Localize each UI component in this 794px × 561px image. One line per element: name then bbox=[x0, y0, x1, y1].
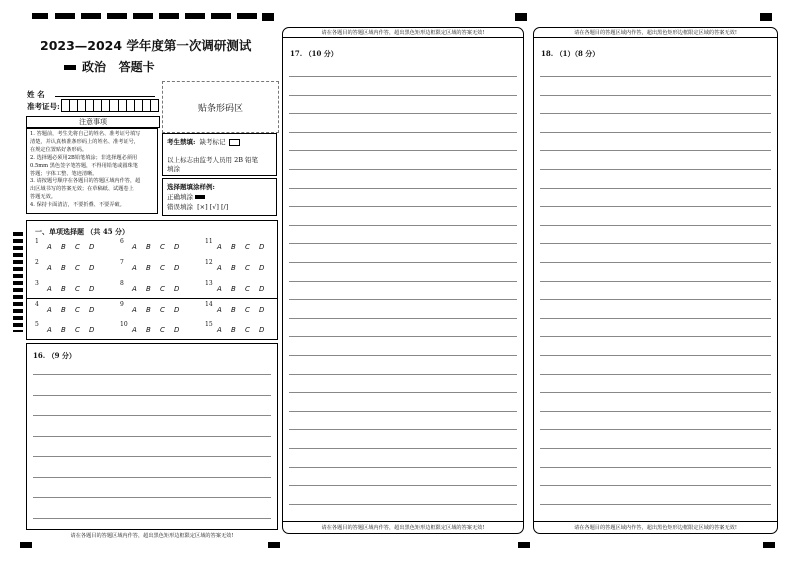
notice-line: 3. 请按题号顺序在各题目的答题区域内作答，超 bbox=[30, 178, 141, 185]
mcq-option-bubble[interactable]: A bbox=[217, 285, 222, 293]
absent-note: 以上标志由监考人员用 2B 铅笔 bbox=[167, 156, 259, 164]
mcq-question-number: 13 bbox=[205, 280, 213, 287]
mcq-option-bubble[interactable]: D bbox=[259, 326, 265, 334]
timing-mark bbox=[55, 13, 75, 19]
id-label: 准考证号: bbox=[27, 102, 60, 111]
panel-divider bbox=[534, 521, 777, 522]
answer-area-warning: 请在各题目的答题区域内作答，超出黑色矩形边框限定区域的答案无效! bbox=[321, 30, 485, 36]
answer-line bbox=[33, 518, 271, 519]
subject-name: 政治 bbox=[82, 60, 107, 74]
answer-line bbox=[289, 188, 517, 189]
mcq-options bbox=[217, 264, 273, 272]
answer-line bbox=[540, 336, 771, 337]
mcq-option-bubble[interactable]: D bbox=[89, 264, 95, 272]
timing-mark bbox=[20, 542, 32, 548]
answer-line bbox=[540, 188, 771, 189]
timing-mark bbox=[237, 13, 257, 19]
timing-mark bbox=[760, 13, 772, 21]
fill-example-title: 选择题填涂样例: bbox=[167, 183, 215, 191]
answer-line bbox=[540, 448, 771, 449]
answer-line bbox=[289, 76, 517, 77]
mcq-question-number: 1 bbox=[35, 238, 39, 245]
mcq-option-bubble[interactable]: D bbox=[174, 306, 180, 314]
barcode-area bbox=[162, 81, 279, 133]
mcq-question-number: 7 bbox=[120, 259, 124, 266]
notice-line: 4. 保持卡面清洁，不要折叠、不要弄破。 bbox=[30, 202, 125, 209]
answer-line bbox=[540, 374, 771, 375]
mcq-option-bubble[interactable]: B bbox=[146, 306, 151, 314]
absent-label: 考生禁填: bbox=[167, 138, 196, 146]
mcq-option-bubble[interactable]: D bbox=[174, 264, 180, 272]
answer-line bbox=[289, 485, 517, 486]
mcq-question-number: 14 bbox=[205, 301, 213, 308]
mcq-option-bubble[interactable]: B bbox=[231, 264, 236, 272]
answer-line bbox=[540, 206, 771, 207]
notice-line: 在规定位置贴好条形码。 bbox=[30, 146, 88, 153]
mcq-option-bubble[interactable]: B bbox=[231, 306, 236, 314]
question-17-label: 17. （10 分） bbox=[290, 49, 338, 58]
mcq-question-number: 9 bbox=[120, 301, 124, 308]
answer-line bbox=[33, 395, 271, 396]
mcq-option-bubble[interactable]: D bbox=[89, 243, 95, 251]
mcq-options bbox=[132, 264, 188, 272]
answer-area-warning: 请在各题目的答题区域内作答，超出黑色矩形边框限定区域的答案无效! bbox=[574, 525, 737, 531]
answer-line bbox=[289, 374, 517, 375]
mcq-option-bubble[interactable]: D bbox=[259, 285, 265, 293]
mcq-options bbox=[217, 243, 273, 251]
mcq-option-bubble[interactable]: A bbox=[217, 264, 222, 272]
mcq-option-bubble[interactable]: B bbox=[61, 326, 66, 334]
answer-line bbox=[33, 415, 271, 416]
panel-divider bbox=[534, 37, 777, 38]
answer-line bbox=[540, 355, 771, 356]
mcq-option-bubble[interactable]: A bbox=[217, 306, 222, 314]
answer-line bbox=[33, 456, 271, 457]
mcq-option-bubble[interactable]: A bbox=[132, 306, 137, 314]
mcq-option-bubble[interactable]: D bbox=[174, 326, 180, 334]
mcq-option-bubble[interactable]: D bbox=[174, 243, 180, 251]
answer-line bbox=[540, 95, 771, 96]
barcode-label: 贴条形码区 bbox=[197, 103, 243, 114]
mcq-option-bubble[interactable]: B bbox=[61, 285, 66, 293]
mcq-question-number: 12 bbox=[205, 259, 213, 266]
answer-line bbox=[289, 336, 517, 337]
mcq-option-bubble[interactable]: C bbox=[160, 306, 165, 314]
mcq-option-bubble[interactable]: C bbox=[75, 326, 80, 334]
mcq-option-bubble[interactable]: A bbox=[217, 243, 222, 251]
notice-line: 答题；字体工整、笔迹清晰。 bbox=[30, 170, 98, 177]
answer-line bbox=[289, 392, 517, 393]
mcq-option-bubble[interactable]: D bbox=[89, 285, 95, 293]
mcq-option-bubble[interactable]: B bbox=[146, 264, 151, 272]
notice-line: 0.5mm 黑色签字笔答题，不得用铅笔或圆珠笔 bbox=[30, 162, 138, 169]
correct-fill-label: 正确填涂 bbox=[167, 193, 193, 201]
notice-line: 出区域书写的答案无效；在草稿纸、试题卷上 bbox=[30, 186, 134, 193]
mcq-question-number: 2 bbox=[35, 259, 39, 266]
answer-line bbox=[33, 374, 271, 375]
question-17-panel[interactable] bbox=[282, 27, 524, 534]
answer-line bbox=[289, 299, 517, 300]
answer-area-warning: 请在各题目的答题区域内作答，超出黑色矩形边框限定区域的答案无效! bbox=[321, 525, 485, 531]
mcq-option-bubble[interactable]: C bbox=[160, 264, 165, 272]
answer-line bbox=[289, 225, 517, 226]
answer-line bbox=[540, 113, 771, 114]
mcq-option-bubble[interactable]: D bbox=[259, 306, 265, 314]
mcq-option-bubble[interactable]: A bbox=[132, 243, 137, 251]
answer-line bbox=[540, 318, 771, 319]
mcq-options bbox=[47, 264, 103, 272]
answer-line bbox=[540, 429, 771, 430]
answer-line bbox=[540, 76, 771, 77]
mcq-option-bubble[interactable]: A bbox=[132, 285, 137, 293]
answer-line bbox=[289, 429, 517, 430]
mcq-option-bubble[interactable]: C bbox=[245, 326, 250, 334]
mcq-title: 一、单项选择题 （共 45 分） bbox=[35, 227, 130, 236]
answer-line bbox=[540, 150, 771, 151]
mcq-option-bubble[interactable]: A bbox=[217, 326, 222, 334]
mcq-option-bubble[interactable]: B bbox=[231, 285, 236, 293]
answer-line bbox=[540, 504, 771, 505]
mcq-option-bubble[interactable]: B bbox=[61, 264, 66, 272]
mcq-option-bubble[interactable]: C bbox=[245, 285, 250, 293]
answer-line bbox=[289, 448, 517, 449]
mcq-option-bubble[interactable]: A bbox=[132, 264, 137, 272]
timing-mark bbox=[81, 13, 101, 19]
answer-line bbox=[289, 318, 517, 319]
answer-line bbox=[33, 497, 271, 498]
mcq-option-bubble[interactable]: A bbox=[47, 285, 52, 293]
mcq-option-bubble[interactable]: D bbox=[259, 264, 265, 272]
mcq-option-bubble[interactable]: C bbox=[160, 326, 165, 334]
answer-line bbox=[540, 225, 771, 226]
mcq-options bbox=[47, 306, 103, 314]
answer-line bbox=[289, 411, 517, 412]
mcq-option-bubble[interactable]: C bbox=[245, 243, 250, 251]
mcq-option-bubble[interactable]: C bbox=[160, 285, 165, 293]
subject-marker bbox=[64, 65, 76, 70]
timing-mark bbox=[268, 542, 280, 548]
mcq-option-bubble[interactable]: A bbox=[47, 326, 52, 334]
mcq-options bbox=[132, 326, 188, 334]
mcq-options bbox=[132, 243, 188, 251]
correct-fill-sample bbox=[195, 195, 205, 199]
absent-mark-text: 缺考标记 bbox=[199, 138, 226, 146]
answer-line bbox=[540, 392, 771, 393]
notice-line: 1. 答题前，考生先将自己的姓名、准考证号填写 bbox=[30, 131, 141, 137]
timing-mark bbox=[262, 13, 274, 21]
subject-title bbox=[64, 58, 155, 75]
mcq-question-number: 6 bbox=[120, 238, 124, 245]
answer-line bbox=[540, 281, 771, 282]
mcq-options bbox=[47, 285, 103, 293]
answer-line bbox=[289, 132, 517, 133]
answer-line bbox=[540, 169, 771, 170]
mcq-option-bubble[interactable]: B bbox=[146, 285, 151, 293]
mcq-options bbox=[132, 285, 188, 293]
mcq-option-bubble[interactable]: A bbox=[47, 264, 52, 272]
notice-line: 清楚，并认真核准条形码上的姓名、准考证号， bbox=[30, 138, 139, 145]
mcq-question-number: 8 bbox=[120, 280, 124, 287]
mcq-option-bubble[interactable]: B bbox=[231, 243, 236, 251]
mcq-section bbox=[26, 220, 278, 340]
answer-area-warning: 请在各题目的答题区域内作答，超出黑色矩形边框限定区域的答案无效! bbox=[574, 30, 737, 36]
mcq-question-number: 5 bbox=[35, 321, 39, 328]
answer-line bbox=[33, 477, 271, 478]
mcq-option-bubble[interactable]: B bbox=[146, 326, 151, 334]
name-field[interactable] bbox=[55, 96, 155, 97]
exam-id-field[interactable] bbox=[61, 99, 159, 112]
answer-line bbox=[289, 355, 517, 356]
timing-mark bbox=[133, 13, 153, 19]
mcq-option-bubble[interactable]: C bbox=[75, 285, 80, 293]
timing-mark bbox=[763, 542, 775, 548]
mcq-option-bubble[interactable]: C bbox=[160, 243, 165, 251]
timing-mark bbox=[518, 542, 530, 548]
mcq-options bbox=[217, 285, 273, 293]
answer-area-warning: 请在各题目的答题区域内作答，超出黑色矩形边框限定区域的答案无效! bbox=[70, 533, 234, 539]
panel-divider bbox=[283, 521, 523, 522]
card-name: 答题卡 bbox=[118, 60, 155, 74]
mcq-question-number: 3 bbox=[35, 280, 39, 287]
answer-line bbox=[540, 411, 771, 412]
question-18-panel[interactable] bbox=[533, 27, 778, 534]
mcq-option-bubble[interactable]: B bbox=[146, 243, 151, 251]
notice-title: 注意事项 bbox=[26, 116, 160, 128]
mcq-options bbox=[217, 306, 273, 314]
mcq-divider bbox=[27, 298, 277, 299]
answer-line bbox=[289, 206, 517, 207]
answer-line bbox=[540, 485, 771, 486]
mcq-options bbox=[47, 326, 103, 334]
mcq-option-bubble[interactable]: C bbox=[75, 243, 80, 251]
timing-mark bbox=[515, 13, 527, 21]
mcq-option-bubble[interactable]: D bbox=[174, 285, 180, 293]
mcq-question-number: 4 bbox=[35, 301, 39, 308]
mcq-options bbox=[47, 243, 103, 251]
answer-line bbox=[289, 262, 517, 263]
mcq-option-bubble[interactable]: B bbox=[61, 306, 66, 314]
answer-line bbox=[289, 467, 517, 468]
timing-mark bbox=[211, 13, 231, 19]
question-16-label: 16. （9 分） bbox=[33, 351, 76, 360]
notice-body bbox=[26, 128, 158, 214]
answer-line bbox=[540, 467, 771, 468]
mcq-question-number: 10 bbox=[120, 321, 128, 328]
page-title: 2023—2024 学年度第一次调研测试 bbox=[40, 38, 252, 53]
side-timing-track bbox=[13, 232, 23, 332]
absent-mark-box bbox=[162, 133, 277, 176]
timing-mark bbox=[159, 13, 179, 19]
absent-note-2: 填涂 bbox=[167, 165, 180, 173]
mcq-option-bubble[interactable]: B bbox=[61, 243, 66, 251]
absent-checkbox[interactable] bbox=[229, 139, 240, 146]
fill-example-box bbox=[162, 178, 277, 216]
mcq-option-bubble[interactable]: D bbox=[89, 326, 95, 334]
mcq-question-number: 15 bbox=[205, 321, 213, 328]
mcq-option-bubble[interactable]: C bbox=[75, 264, 80, 272]
answer-line bbox=[289, 113, 517, 114]
wrong-fill-samples: [×] [√] [/] bbox=[197, 203, 229, 211]
answer-line bbox=[289, 169, 517, 170]
answer-line bbox=[540, 243, 771, 244]
answer-line bbox=[289, 95, 517, 96]
mcq-option-bubble[interactable]: D bbox=[259, 243, 265, 251]
mcq-options bbox=[217, 326, 273, 334]
mcq-option-bubble[interactable]: A bbox=[47, 306, 52, 314]
mcq-question-number: 11 bbox=[205, 238, 213, 245]
question-16-area[interactable] bbox=[26, 343, 278, 530]
mcq-option-bubble[interactable]: A bbox=[132, 326, 137, 334]
panel-divider bbox=[283, 37, 523, 38]
answer-line bbox=[540, 262, 771, 263]
notice-line: 答题无效。 bbox=[30, 194, 56, 201]
mcq-option-bubble[interactable]: A bbox=[47, 243, 52, 251]
mcq-options bbox=[132, 306, 188, 314]
question-18-label: 18. （1）（8 分） bbox=[541, 49, 600, 58]
answer-line bbox=[289, 243, 517, 244]
answer-line bbox=[540, 132, 771, 133]
answer-line bbox=[540, 299, 771, 300]
timing-mark bbox=[107, 13, 127, 19]
name-label: 姓 名 bbox=[27, 90, 45, 99]
mcq-option-bubble[interactable]: C bbox=[245, 264, 250, 272]
timing-mark bbox=[32, 13, 48, 19]
mcq-option-bubble[interactable]: C bbox=[245, 306, 250, 314]
answer-line bbox=[289, 504, 517, 505]
mcq-option-bubble[interactable]: C bbox=[75, 306, 80, 314]
answer-line bbox=[289, 281, 517, 282]
answer-line bbox=[33, 436, 271, 437]
notice-line: 2. 选择题必须用2B铅笔填涂；非选择题必须用 bbox=[30, 154, 138, 161]
timing-mark bbox=[185, 13, 205, 19]
answer-line bbox=[289, 150, 517, 151]
wrong-fill-label: 错误填涂 bbox=[167, 203, 193, 211]
mcq-option-bubble[interactable]: D bbox=[89, 306, 95, 314]
mcq-option-bubble[interactable]: B bbox=[231, 326, 236, 334]
